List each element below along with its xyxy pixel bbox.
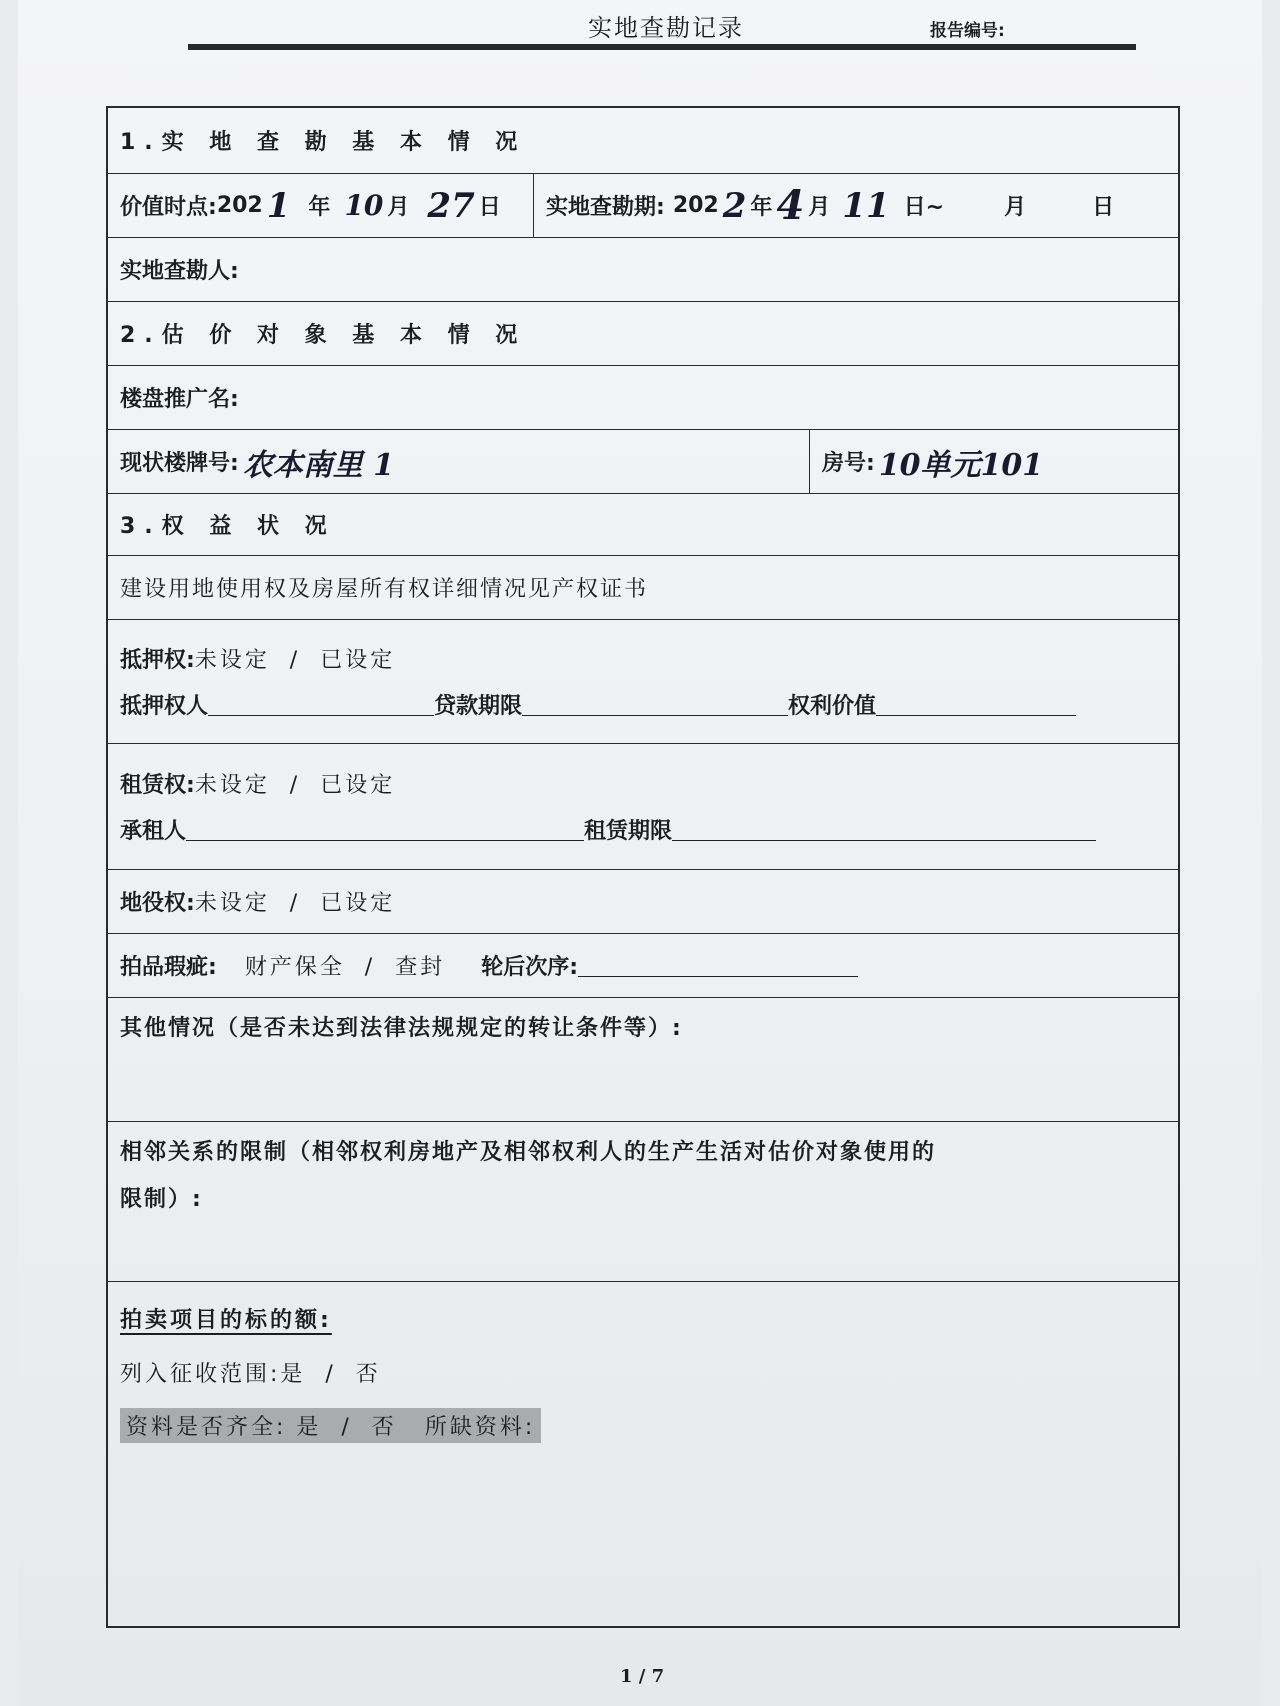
value-date-year-prefix: 202 bbox=[216, 193, 263, 218]
other-row bbox=[108, 998, 1178, 1122]
lessee-blank bbox=[186, 818, 584, 841]
missing-docs-label: 所缺资料: bbox=[424, 1414, 536, 1440]
docs-complete-label: 资料是否齐全: bbox=[126, 1414, 287, 1440]
survey-year-hand: 2 bbox=[722, 185, 747, 226]
mortgagee-blank bbox=[208, 693, 434, 716]
section3-heading-row bbox=[108, 494, 1178, 556]
rights-note-row bbox=[108, 556, 1178, 620]
value-date-year-char: 年 bbox=[308, 195, 331, 220]
rights-value-label: 权利价值 bbox=[788, 694, 877, 719]
neighbor-row bbox=[108, 1122, 1178, 1282]
survey-end-month: 月 bbox=[1004, 195, 1027, 220]
mortgage-label: 抵押权: bbox=[120, 648, 195, 673]
easement-options: 未设定 / 已设定 bbox=[194, 891, 396, 916]
docs-complete-options: 是 / 否 bbox=[296, 1414, 397, 1440]
expropriation-options: 是 / 否 bbox=[280, 1361, 381, 1387]
section2-heading: 2.估 价 对 象 基 本 情 况 bbox=[120, 323, 527, 348]
page-number: 1 / 7 bbox=[620, 1666, 665, 1687]
promo-name-row bbox=[108, 366, 1178, 430]
value-date-month-hand: 10 bbox=[344, 189, 384, 222]
survey-year-prefix: 202 bbox=[672, 193, 719, 218]
value-date-month-char: 月 bbox=[387, 195, 410, 220]
value-date-day-char: 日 bbox=[478, 195, 501, 220]
value-date-day-hand: 27 bbox=[427, 185, 475, 226]
room-no-label: 房号: bbox=[822, 451, 875, 476]
mortgagee-label: 抵押权人 bbox=[120, 694, 209, 719]
report-number-label: 报告编号: bbox=[930, 21, 1005, 41]
building-room-row bbox=[108, 430, 1178, 494]
surveyor-row bbox=[108, 238, 1178, 302]
loan-term-blank bbox=[522, 693, 788, 716]
survey-month-char: 月 bbox=[808, 195, 831, 220]
room-no-hand: 10单元101 bbox=[878, 447, 1044, 483]
surveyor-label: 实地查勘人: bbox=[120, 259, 239, 284]
survey-day-suffix: 日~ bbox=[903, 195, 945, 220]
survey-end-day: 日 bbox=[1092, 195, 1115, 220]
mortgage-status-line bbox=[120, 636, 395, 682]
rights-note: 建设用地使用权及房屋所有权详细情况见产权证书 bbox=[120, 577, 649, 602]
building-no-hand: 农本南里 1 bbox=[242, 447, 395, 483]
expropriation-label: 列入征收范围: bbox=[120, 1361, 281, 1387]
neighbor-label-line1: 相邻关系的限制（相邻权利房地产及相邻权利人的生产生活对估价对象使用的 bbox=[120, 1139, 937, 1165]
building-no-cell bbox=[108, 430, 810, 493]
dates-row bbox=[108, 174, 1178, 238]
auction-target-line bbox=[120, 1290, 332, 1346]
value-date-year-hand: 1 bbox=[266, 185, 291, 226]
loan-term-label: 贷款期限 bbox=[434, 694, 523, 719]
survey-day-hand: 11 bbox=[842, 185, 890, 226]
building-no-label: 现状楼牌号: bbox=[120, 451, 239, 476]
survey-month-hand: 4 bbox=[776, 182, 805, 229]
defect-cell bbox=[108, 934, 858, 997]
lease-term-blank bbox=[672, 818, 1096, 841]
other-label: 其他情况（是否未达到法律法规规定的转让条件等）: bbox=[120, 1015, 683, 1041]
mortgage-details-line bbox=[120, 682, 1076, 728]
lease-details-line bbox=[120, 807, 1096, 853]
value-date-label: 价值时点: bbox=[120, 195, 217, 220]
easement-row bbox=[108, 870, 1178, 934]
section1-heading: 1.实 地 查 勘 基 本 情 况 bbox=[120, 130, 527, 155]
survey-year-char: 年 bbox=[750, 195, 773, 220]
survey-form-table bbox=[106, 106, 1180, 1628]
header-rule bbox=[188, 44, 1136, 50]
survey-period-label: 实地查勘期: bbox=[546, 195, 665, 220]
auction-row bbox=[108, 1282, 1178, 1626]
docs-line bbox=[120, 1398, 541, 1452]
rights-value-blank bbox=[876, 693, 1076, 716]
mortgage-row bbox=[108, 620, 1178, 744]
expropriation-line bbox=[120, 1346, 381, 1398]
mortgage-options: 未设定 / 已设定 bbox=[194, 648, 396, 673]
easement-label: 地役权: bbox=[120, 891, 195, 916]
lease-status-line bbox=[120, 761, 395, 807]
auction-target-label: 拍卖项目的标的额: bbox=[120, 1307, 332, 1333]
defect-row bbox=[108, 934, 1178, 998]
defect-options: 财产保全 / 查封 bbox=[244, 955, 446, 980]
lease-row bbox=[108, 744, 1178, 870]
neighbor-label-line2: 限制）: bbox=[120, 1186, 203, 1212]
seize-order-label: 轮后次序: bbox=[481, 955, 579, 980]
lease-term-label: 租赁期限 bbox=[584, 819, 673, 844]
seize-order-blank bbox=[578, 954, 858, 977]
section1-heading-row bbox=[108, 108, 1178, 174]
survey-period-cell bbox=[534, 174, 1178, 237]
section3-heading: 3.权 益 状 况 bbox=[120, 514, 336, 539]
value-date-cell bbox=[108, 174, 534, 237]
docs-highlight bbox=[120, 1408, 541, 1443]
easement-cell bbox=[108, 870, 395, 933]
lease-options: 未设定 / 已设定 bbox=[194, 773, 396, 798]
lessee-label: 承租人 bbox=[120, 819, 187, 844]
page-title: 实地查勘记录 bbox=[588, 14, 744, 42]
defect-label: 拍品瑕疵: bbox=[120, 955, 217, 980]
promo-name-label: 楼盘推广名: bbox=[120, 387, 239, 412]
section2-heading-row bbox=[108, 302, 1178, 366]
room-no-cell bbox=[810, 430, 1178, 493]
lease-label: 租赁权: bbox=[120, 773, 195, 798]
